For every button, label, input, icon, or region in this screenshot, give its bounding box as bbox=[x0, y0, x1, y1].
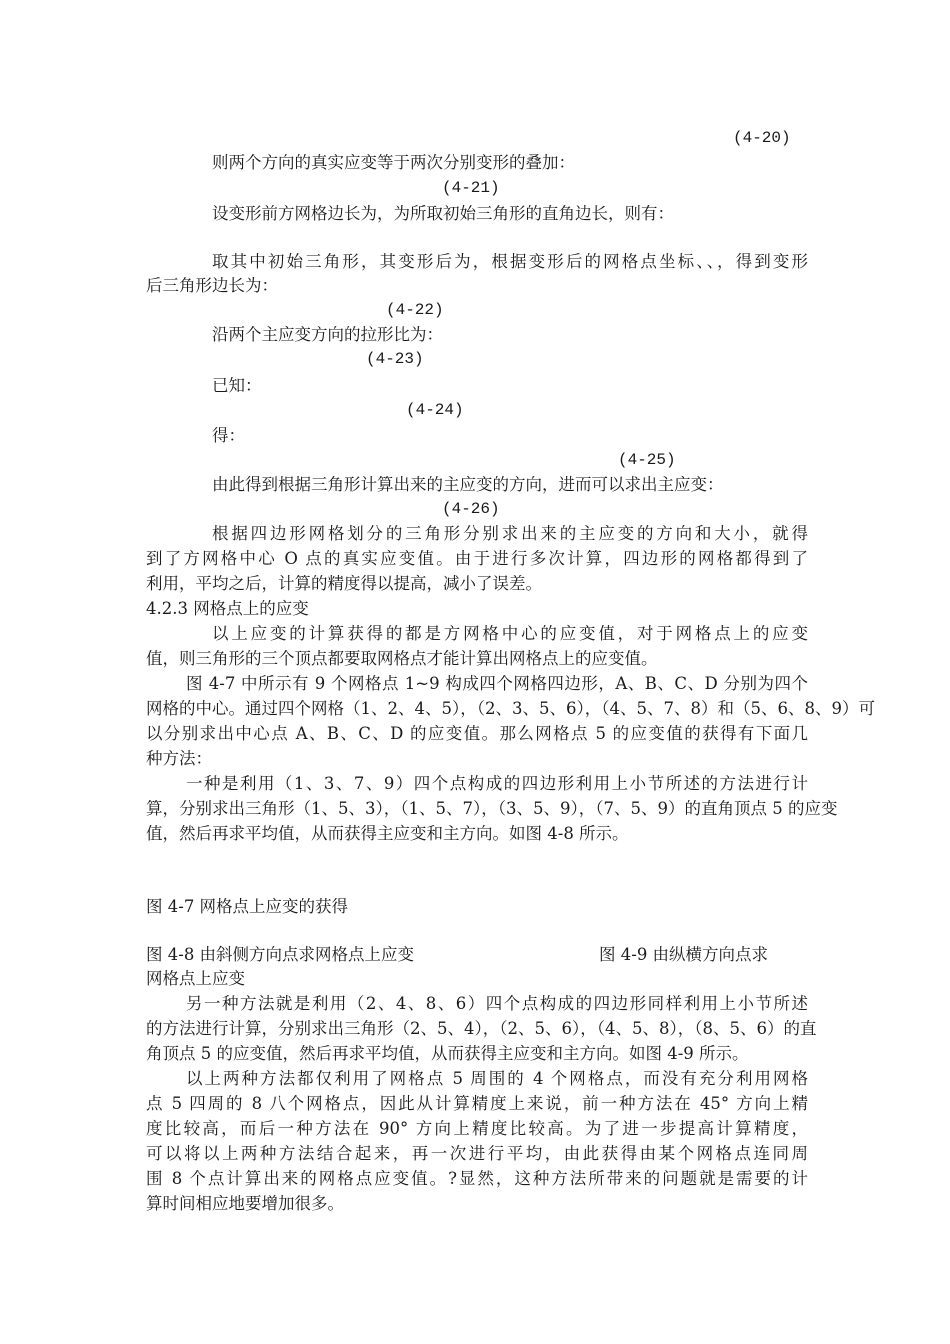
equation-number-4-26: (4-26) bbox=[442, 500, 500, 518]
paragraph-line: 度比较高，而后一种方法在 90° 方向上精度比较高。为了进一步提高计算精度， bbox=[146, 1119, 808, 1138]
paragraph-line: 利用，平均之后，计算的精度得以提高，减小了误差。 bbox=[146, 574, 542, 593]
figure-caption-4-8: 图 4-8 由斜侧方向点求网格点上应变 bbox=[146, 945, 415, 964]
paragraph-line: 种方法： bbox=[146, 749, 212, 768]
paragraph-line: 围 8 个点计算出来的网格点应变值。?显然，这种方法所带来的问题就是需要的计 bbox=[146, 1169, 808, 1188]
paragraph-line: 到了方网格中心 O 点的真实应变值。由于进行多次计算，四边形的网格都得到了 bbox=[146, 549, 808, 568]
paragraph-line: 以上应变的计算获得的都是方网格中心的应变值，对于网格点上的应变 bbox=[212, 624, 808, 643]
paragraph-line: 可以将以上两种方法结合起来，再一次进行平均，由此获得由某个网格点连同周 bbox=[146, 1144, 808, 1163]
equation-number-4-25: (4-25) bbox=[618, 451, 676, 469]
paragraph-line: 根据四边形网格划分的三角形分别求出来的主应变的方向和大小，就得 bbox=[212, 524, 808, 543]
figure-caption-4-7: 图 4-7 网格点上应变的获得 bbox=[146, 897, 349, 916]
equation-number-4-24: (4-24) bbox=[406, 401, 464, 419]
paragraph-line: 得： bbox=[212, 426, 245, 445]
paragraph-line: 取其中初始三角形，其变形后为，根据变形后的网格点坐标、、，得到变形 bbox=[212, 252, 808, 271]
paragraph-line: 后三角形边长为： bbox=[146, 276, 278, 295]
paragraph-line: 已知： bbox=[212, 376, 262, 395]
paragraph-line: 点 5 四周的 8 八个网格点，因此从计算精度上来说，前一种方法在 45° 方向上精 bbox=[146, 1094, 808, 1113]
equation-number-4-22: (4-22) bbox=[386, 301, 444, 319]
figure-caption-4-9: 图 4-9 由纵横方向点求 bbox=[599, 945, 769, 964]
paragraph-line: 图 4-7 中所示有 9 个网格点 1~9 构成四个网格四边形，A、B、C、D 分别为四个 bbox=[186, 674, 808, 693]
paragraph-line: 由此得到根据三角形计算出来的主应变的方向，进而可以求出主应变： bbox=[212, 475, 724, 494]
paragraph-line: 算，分别求出三角形（1、5、3），（1、5、7），（3、5、9），（7、5、9）的直角顶点 5 的应变 bbox=[146, 799, 838, 818]
paragraph-line: 沿两个主应变方向的拉形比为： bbox=[212, 325, 443, 344]
paragraph-line: 网格的中心。通过四个网格（1、2、4、5），（2、3、5、6），（4、5、7、8）和（5、6、8、9）可 bbox=[146, 699, 875, 718]
paragraph-line: 值，则三角形的三个顶点都要取网格点才能计算出网格点上的应变值。 bbox=[146, 649, 658, 668]
paragraph-line: 角顶点 5 的应变值，然后再求平均值，从而获得主应变和主方向。如图 4-9 所示。 bbox=[146, 1044, 749, 1063]
equation-number-4-20: (4-20) bbox=[733, 129, 791, 147]
paragraph-line: 算时间相应地要增加很多。 bbox=[146, 1194, 344, 1213]
paragraph-line: 以分别求出中心点 A、B、C、D 的应变值。那么网格点 5 的应变值的获得有下面几 bbox=[146, 724, 808, 743]
equation-number-4-21: (4-21) bbox=[442, 179, 500, 197]
paragraph-line: 值，然后再求平均值，从而获得主应变和主方向。如图 4-8 所示。 bbox=[146, 824, 629, 843]
paragraph-line: 设变形前方网格边长为，为所取初始三角形的直角边长，则有： bbox=[212, 204, 674, 223]
paragraph-line: 一种是利用（1、3、7、9）四个点构成的四边形利用上小节所述的方法进行计 bbox=[186, 774, 808, 793]
figure-caption-4-9-continued: 网格点上应变 bbox=[146, 969, 245, 988]
section-heading: 4.2.3 网格点上的应变 bbox=[146, 599, 309, 618]
paragraph-line: 另一种方法就是利用（2、4、8、6）四个点构成的四边形同样利用上小节所述 bbox=[186, 994, 808, 1013]
paragraph-line: 的方法进行计算，分别求出三角形（2、5、4），（2、5、6），（4、5、8），（8、5、6）的直 bbox=[146, 1019, 817, 1038]
paragraph-line: 则两个方向的真实应变等于两次分别变形的叠加： bbox=[212, 153, 575, 172]
equation-number-4-23: (4-23) bbox=[366, 350, 424, 368]
paragraph-line: 以上两种方法都仅利用了网格点 5 周围的 4 个网格点，而没有充分利用网格 bbox=[186, 1069, 808, 1088]
